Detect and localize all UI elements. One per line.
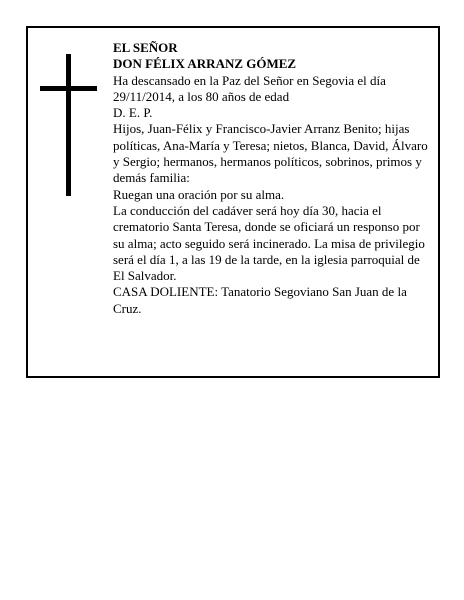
prayer-request: Ruegan una oración por su alma. (113, 186, 285, 202)
notice-body (113, 40, 431, 317)
death-info: Ha descansado en la Paz del Señor en Segovia el día 29/11/2014, a los 80 años de edad (113, 72, 386, 104)
family-list: Hijos, Juan-Félix y Francisco-Javier Arranz Benito; hijas políticas, Ana-María y Teresa; nietos, Blanca, David, Álvaro y Sergio; hermanos, hermanos políticos, sobrinos, primos y demás familia: (113, 121, 428, 186)
cross-horizontal-bar (40, 86, 97, 91)
ceremony-details: La conducción del cadáver será hoy día 30, hacia el crematorio Santa Teresa, donde se oficiará un responso por su alma; acto seguido será incinerado. La misa de privilegio será el día 1, a las 19 de la tarde, en la iglesia parroquial de El Salvador. (113, 202, 425, 284)
obituary-notice (26, 26, 440, 378)
rip-abbreviation: D. E. P. (113, 105, 153, 121)
cross-vertical-bar (66, 54, 71, 196)
mourning-house: CASA DOLIENTE: Tanatorio Segoviano San Juan de la Cruz. (113, 284, 407, 316)
deceased-name: DON FÉLIX ARRANZ GÓMEZ (113, 56, 297, 72)
notice-title-line1: EL SEÑOR (113, 40, 178, 55)
